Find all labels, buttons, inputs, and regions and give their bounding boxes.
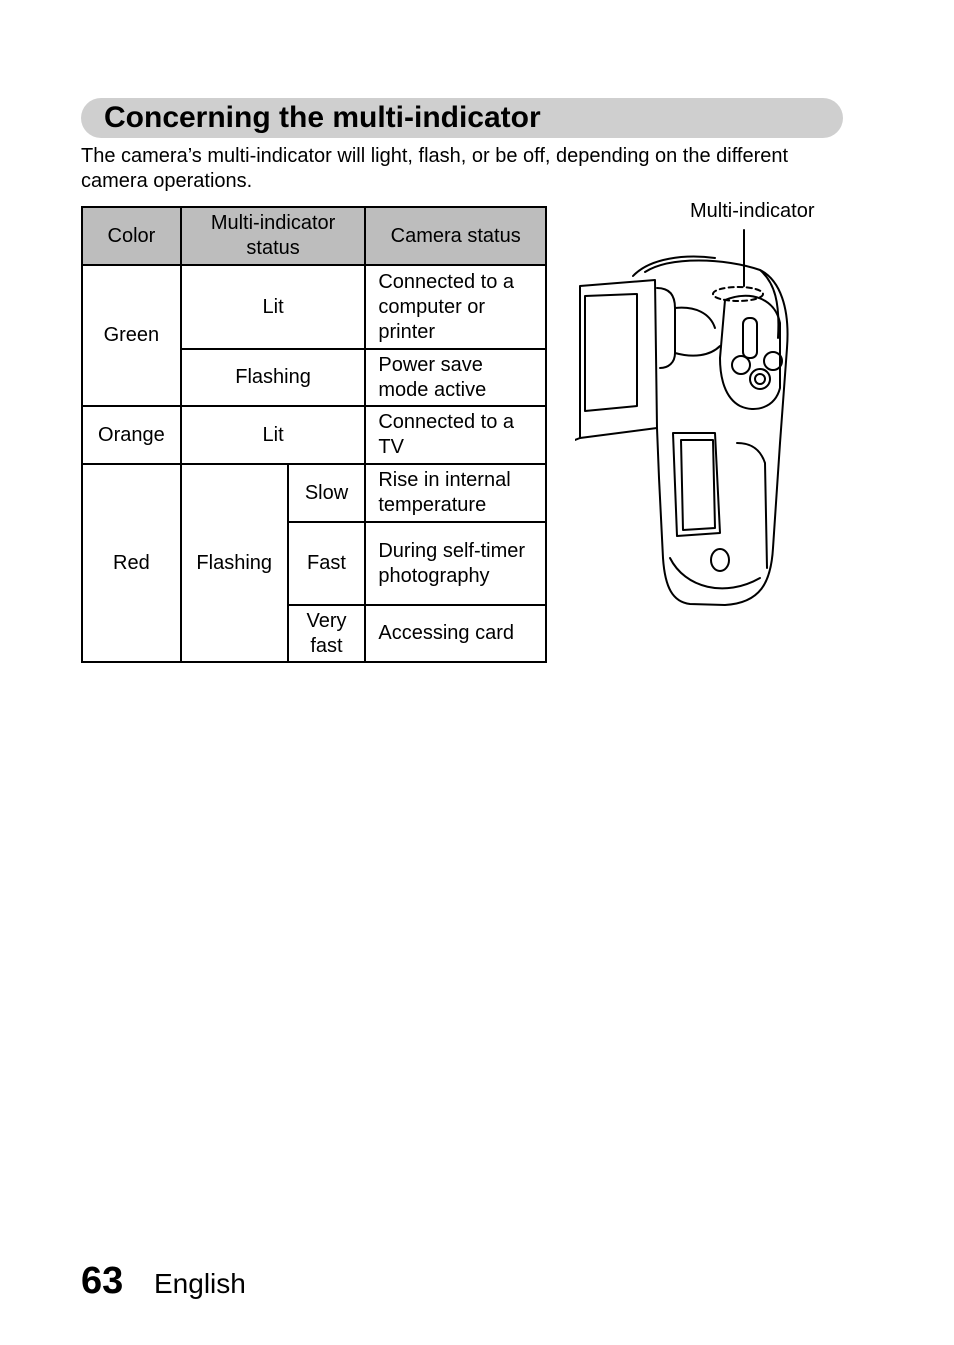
cell-status: Lit bbox=[181, 406, 366, 464]
multi-indicator-label: Multi-indicator bbox=[690, 200, 815, 222]
cell-camera-status: Connected to a computer or printer bbox=[365, 265, 546, 349]
indicator-ring bbox=[713, 287, 763, 301]
cell-color-green: Green bbox=[82, 265, 181, 406]
cell-status: Flashing bbox=[181, 464, 288, 662]
header-status: Multi-indicator status bbox=[181, 207, 366, 265]
cell-camera-status: Rise in internal temperature bbox=[365, 464, 546, 522]
section-title bbox=[81, 98, 843, 138]
cell-color-red: Red bbox=[82, 464, 181, 662]
button-center bbox=[750, 369, 770, 389]
lcd-screen bbox=[580, 280, 657, 438]
cell-camera-status: Power save mode active bbox=[365, 349, 546, 406]
header-color: Color bbox=[82, 207, 181, 265]
camera-drawing bbox=[575, 228, 815, 613]
grip-button bbox=[711, 549, 729, 571]
header-camera-status: Camera status bbox=[365, 207, 546, 265]
zoom-lever bbox=[743, 318, 757, 358]
page-number: 63 bbox=[81, 1260, 124, 1302]
intro-paragraph: The camera’s multi-indicator will light, flash, or be off, depending on the different camera operations. bbox=[81, 145, 789, 192]
indicator-status-table bbox=[81, 206, 547, 663]
cell-speed: Fast bbox=[288, 522, 366, 605]
table-row bbox=[82, 406, 546, 464]
table-header-row bbox=[82, 207, 546, 265]
cell-status: Lit bbox=[181, 265, 366, 349]
cell-camera-status: Connected to a TV bbox=[365, 406, 546, 464]
cell-camera-status: During self-timer photography bbox=[365, 522, 546, 605]
button-left bbox=[732, 356, 750, 374]
cell-camera-status: Accessing card bbox=[365, 605, 546, 662]
camera-illustration bbox=[575, 228, 815, 618]
cell-color-orange: Orange bbox=[82, 406, 181, 464]
cell-speed: Slow bbox=[288, 464, 366, 522]
cell-status: Flashing bbox=[181, 349, 366, 406]
section-title-text: Concerning the multi-indicator bbox=[104, 101, 541, 134]
table-row bbox=[82, 464, 546, 522]
page-language: English bbox=[154, 1268, 246, 1299]
cell-speed: Very fast bbox=[288, 605, 366, 662]
table-row bbox=[82, 265, 546, 349]
